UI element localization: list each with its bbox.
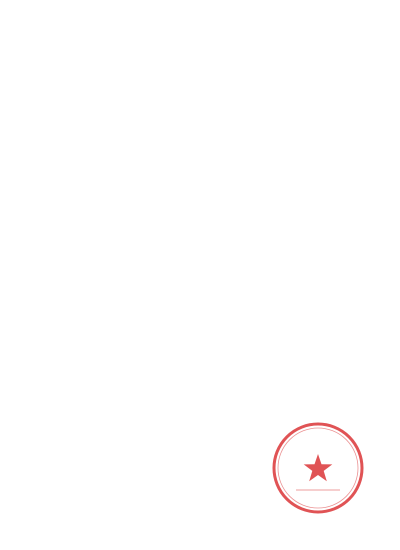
official-seal — [270, 420, 366, 516]
seal-stamp-icon — [270, 420, 366, 516]
